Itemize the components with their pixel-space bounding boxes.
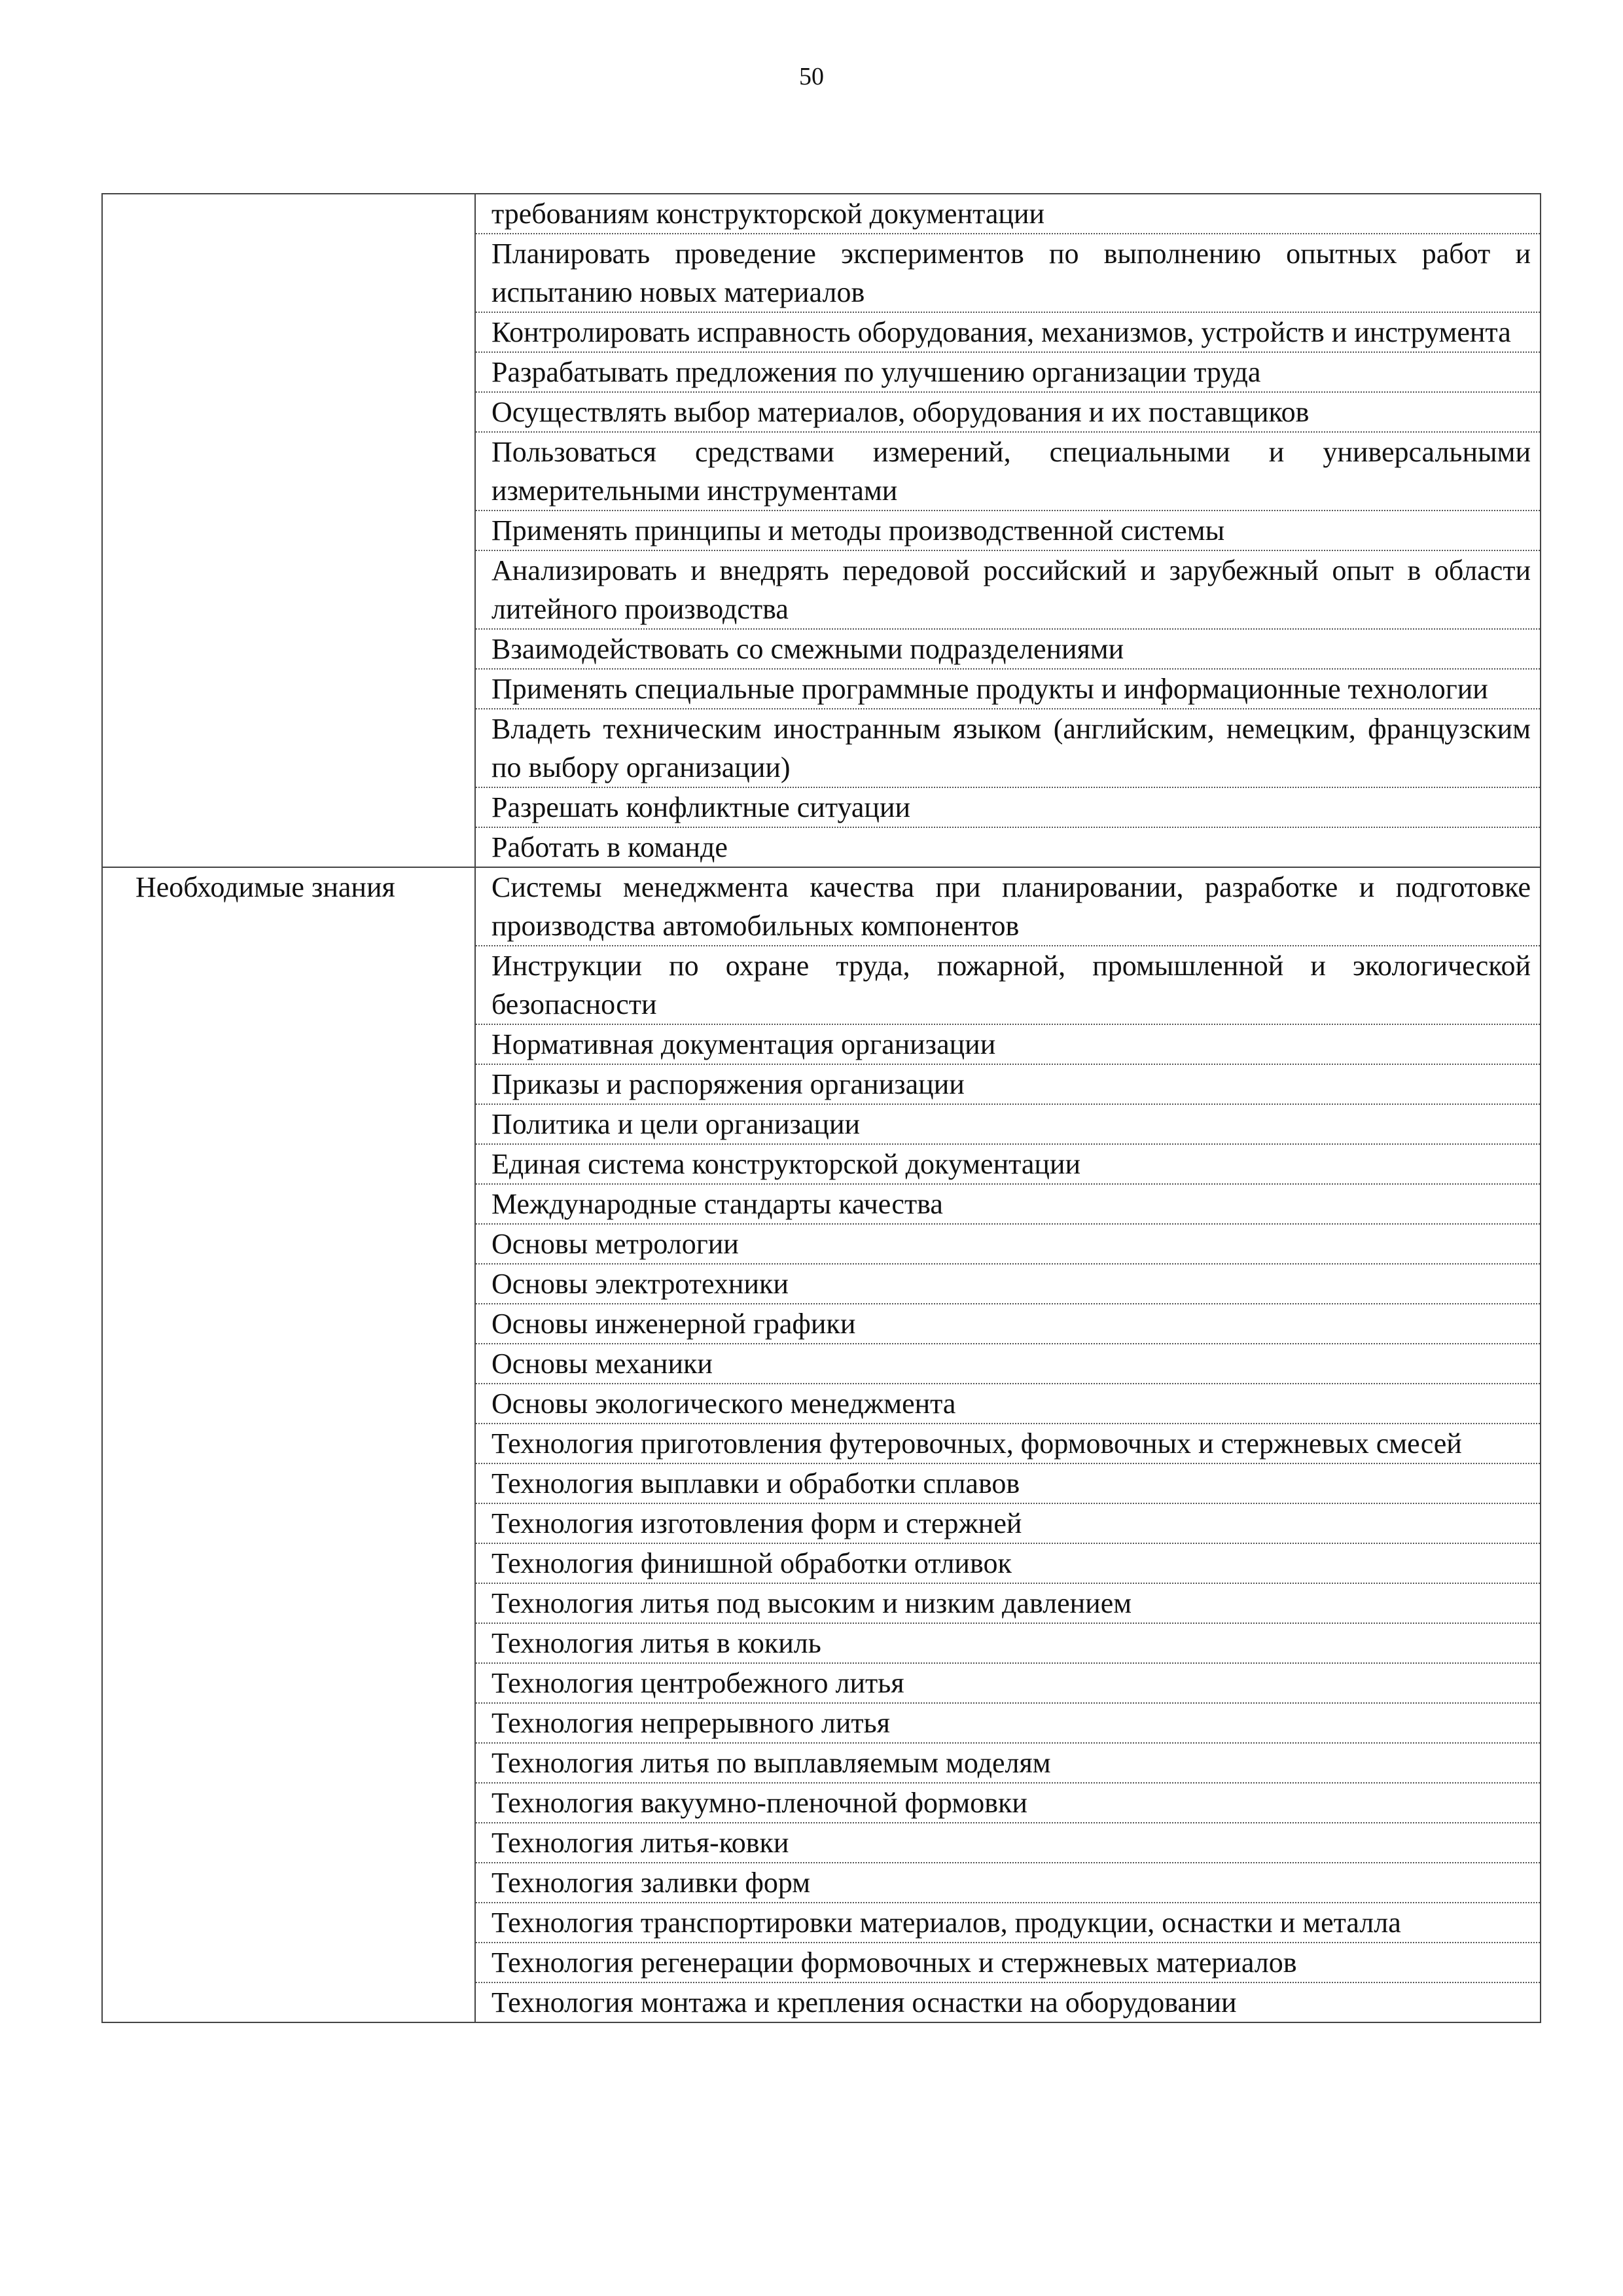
knowledge-item: Технология литья под высоким и низким давлением (476, 1584, 1540, 1624)
knowledge-item: Технология литья в кокиль (476, 1624, 1540, 1664)
knowledge-item: Системы менеджмента качества при планировании, разработке и подготовке производства автомобильных компонентов (476, 868, 1540, 946)
skill-item: Пользоваться средствами измерений, специальными и универсальными измерительными инструментами (476, 433, 1540, 511)
skill-item: Анализировать и внедрять передовой российский и зарубежный опыт в области литейного производства (476, 551, 1540, 630)
knowledge-row (102, 867, 1541, 2022)
skill-item: Применять принципы и методы производственной системы (476, 511, 1540, 551)
knowledge-item: Основы инженерной графики (476, 1304, 1540, 1344)
skill-item: Владеть техническим иностранным языком (английским, немецким, французским по выбору организации) (476, 709, 1540, 788)
knowledge-item: Основы метрологии (476, 1225, 1540, 1265)
knowledge-label-cell: Необходимые знания (102, 867, 475, 2022)
skill-item: требованиям конструкторской документации (476, 194, 1540, 234)
skill-item: Контролировать исправность оборудования, механизмов, устройств и инструмента (476, 313, 1540, 353)
knowledge-item: Основы электротехники (476, 1265, 1540, 1304)
skill-item: Работать в команде (491, 831, 728, 863)
knowledge-item: Инструкции по охране труда, пожарной, промышленной и экологической безопасности (476, 946, 1540, 1025)
knowledge-item: Технология вакуумно-пленочной формовки (476, 1784, 1540, 1823)
skills-items-cell (475, 194, 1541, 867)
requirements-table (101, 193, 1541, 2023)
skills-row (102, 194, 1541, 867)
knowledge-item: Технология приготовления футеровочных, формовочных и стержневых смесей (476, 1424, 1540, 1464)
knowledge-item: Технология изготовления форм и стержней (476, 1504, 1540, 1544)
knowledge-item: Технология заливки форм (476, 1863, 1540, 1903)
skill-item: Планировать проведение экспериментов по выполнению опытных работ и испытанию новых материалов (476, 234, 1540, 313)
knowledge-item: Технология монтажа и крепления оснастки на оборудовании (491, 1986, 1237, 2018)
knowledge-item: Технология литья-ковки (476, 1823, 1540, 1863)
page-number: 50 (799, 63, 824, 90)
knowledge-item: Основы экологического менеджмента (476, 1384, 1540, 1424)
knowledge-item: Технология регенерации формовочных и стержневых материалов (476, 1943, 1540, 1983)
knowledge-item: Технология транспортировки материалов, продукции, оснастки и металла (476, 1903, 1540, 1943)
knowledge-item: Технология литья по выплавляемым моделям (476, 1744, 1540, 1784)
skill-item: Осуществлять выбор материалов, оборудования и их поставщиков (476, 393, 1540, 433)
knowledge-item: Нормативная документация организации (476, 1025, 1540, 1065)
knowledge-item: Технология выплавки и обработки сплавов (476, 1464, 1540, 1504)
skill-item: Взаимодействовать со смежными подразделениями (476, 630, 1540, 670)
knowledge-item: Технология центробежного литья (476, 1664, 1540, 1704)
knowledge-item: Международные стандарты качества (476, 1185, 1540, 1225)
knowledge-item: Политика и цели организации (476, 1105, 1540, 1145)
knowledge-item: Технология непрерывного литья (476, 1704, 1540, 1744)
knowledge-item: Технология финишной обработки отливок (476, 1544, 1540, 1584)
knowledge-item: Единая система конструкторской документации (476, 1145, 1540, 1185)
skill-item: Применять специальные программные продукты и информационные технологии (476, 670, 1540, 709)
skill-item: Разрешать конфликтные ситуации (476, 788, 1540, 828)
knowledge-item: Приказы и распоряжения организации (476, 1065, 1540, 1105)
knowledge-items-cell (475, 867, 1541, 2022)
knowledge-item: Основы механики (476, 1344, 1540, 1384)
skill-item: Разрабатывать предложения по улучшению организации труда (476, 353, 1540, 393)
skills-label-cell (102, 194, 475, 867)
